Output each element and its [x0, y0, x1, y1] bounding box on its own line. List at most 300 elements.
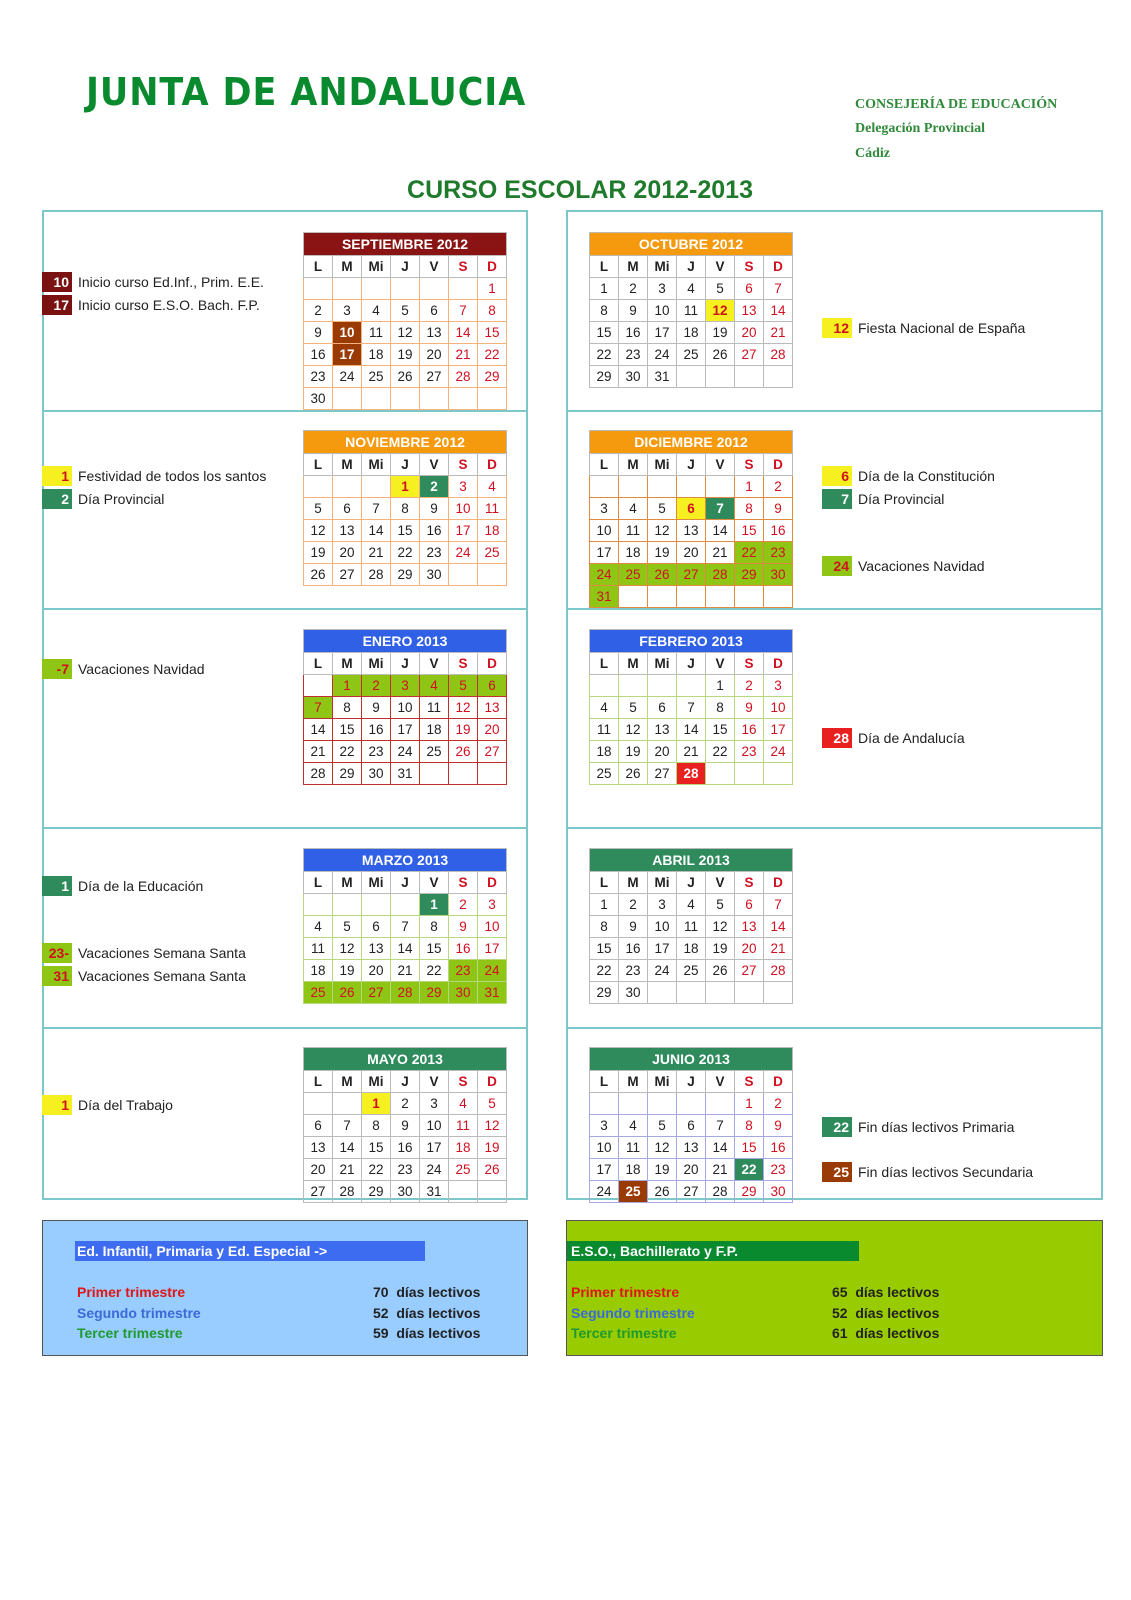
day-cell: 20: [478, 719, 507, 741]
day-cell: 3: [333, 300, 362, 322]
weekday-header: S: [449, 1071, 478, 1093]
day-cell: 13: [304, 1137, 333, 1159]
day-cell: 23: [764, 1159, 793, 1181]
day-cell: 1: [590, 894, 619, 916]
weekday-header: M: [619, 256, 648, 278]
tercer-trimestre-label: Tercer trimestre: [571, 1325, 677, 1341]
day-cell: 18: [590, 741, 619, 763]
weekday-header: J: [677, 454, 706, 476]
day-cell: 26: [619, 763, 648, 785]
weekday-header: S: [449, 454, 478, 476]
primer-trimestre-label: Primer trimestre: [571, 1284, 680, 1300]
day-cell: 13: [333, 520, 362, 542]
day-cell: 24: [590, 564, 619, 586]
day-cell: 21: [333, 1159, 362, 1181]
day-cell: 19: [619, 741, 648, 763]
day-cell: 7: [764, 278, 793, 300]
day-cell: 17: [648, 322, 677, 344]
legend-item: [42, 659, 205, 679]
day-cell: 8: [420, 916, 449, 938]
day-cell: 28: [304, 763, 333, 785]
day-cell: 21: [764, 938, 793, 960]
weekday-header: S: [449, 653, 478, 675]
day-cell: 13: [648, 719, 677, 741]
day-cell: 31: [391, 763, 420, 785]
legend-text: Día de la Educación: [78, 878, 204, 894]
day-cell: [648, 586, 677, 608]
weekday-header: L: [590, 872, 619, 894]
day-cell: [735, 763, 764, 785]
weekday-header: V: [420, 653, 449, 675]
day-cell: 2: [304, 300, 333, 322]
day-cell: [304, 675, 333, 697]
weekday-header: V: [706, 256, 735, 278]
legend-swatch: 22: [822, 1117, 852, 1137]
day-cell: [677, 982, 706, 1004]
day-cell: 27: [677, 564, 706, 586]
day-cell: 23: [619, 344, 648, 366]
day-cell: 12: [333, 938, 362, 960]
day-cell: 17: [333, 344, 362, 366]
segundo-trimestre-value: 52 días lectivos: [373, 1305, 481, 1321]
day-cell: 21: [706, 1159, 735, 1181]
day-cell: 15: [735, 520, 764, 542]
day-cell: [362, 894, 391, 916]
legend-swatch: 17: [42, 295, 72, 315]
weekday-header: V: [706, 653, 735, 675]
day-cell: [333, 476, 362, 498]
day-cell: [362, 388, 391, 410]
day-cell: 11: [677, 300, 706, 322]
day-cell: 22: [735, 1159, 764, 1181]
day-cell: 26: [648, 564, 677, 586]
day-cell: [478, 564, 507, 586]
day-cell: 8: [590, 300, 619, 322]
day-cell: [590, 675, 619, 697]
day-cell: [449, 388, 478, 410]
day-cell: 8: [333, 697, 362, 719]
day-cell: 28: [449, 366, 478, 388]
segundo-trimestre-label: Segundo trimestre: [571, 1305, 695, 1321]
weekday-header: D: [478, 256, 507, 278]
day-cell: [706, 586, 735, 608]
day-cell: 24: [764, 741, 793, 763]
weekday-header: D: [764, 454, 793, 476]
day-cell: 27: [362, 982, 391, 1004]
day-cell: [420, 763, 449, 785]
day-cell: [449, 278, 478, 300]
day-cell: 25: [590, 763, 619, 785]
day-cell: 31: [420, 1181, 449, 1203]
day-cell: 25: [304, 982, 333, 1004]
day-cell: 1: [420, 894, 449, 916]
day-cell: 24: [478, 960, 507, 982]
day-cell: [362, 278, 391, 300]
day-cell: 26: [706, 960, 735, 982]
weekday-header: M: [333, 872, 362, 894]
day-cell: 5: [706, 278, 735, 300]
day-cell: 28: [391, 982, 420, 1004]
day-cell: 15: [590, 938, 619, 960]
legend-text: Día Provincial: [78, 491, 165, 507]
day-cell: 24: [648, 960, 677, 982]
day-cell: [420, 278, 449, 300]
day-cell: 24: [590, 1181, 619, 1203]
day-cell: 7: [362, 498, 391, 520]
day-cell: 22: [590, 960, 619, 982]
day-cell: 2: [735, 675, 764, 697]
weekday-header: V: [420, 454, 449, 476]
day-cell: 10: [333, 322, 362, 344]
month-title: ABRIL 2013: [590, 849, 793, 872]
legend-swatch: 12: [822, 318, 852, 338]
day-cell: 30: [619, 366, 648, 388]
day-cell: [677, 366, 706, 388]
day-cell: 13: [478, 697, 507, 719]
day-cell: 31: [478, 982, 507, 1004]
day-cell: [449, 1181, 478, 1203]
day-cell: 30: [619, 982, 648, 1004]
day-cell: 20: [333, 542, 362, 564]
day-cell: 28: [333, 1181, 362, 1203]
day-cell: 8: [362, 1115, 391, 1137]
day-cell: 2: [362, 675, 391, 697]
day-cell: 29: [735, 564, 764, 586]
day-cell: 3: [590, 498, 619, 520]
day-cell: [619, 1093, 648, 1115]
day-cell: 11: [478, 498, 507, 520]
day-cell: 24: [449, 542, 478, 564]
weekday-header: V: [706, 872, 735, 894]
weekday-header: Mi: [648, 454, 677, 476]
tercer-trimestre-value: 59 días lectivos: [373, 1325, 481, 1341]
day-cell: 9: [764, 498, 793, 520]
legend-swatch: 6: [822, 466, 852, 486]
day-cell: 19: [449, 719, 478, 741]
day-cell: 1: [391, 476, 420, 498]
day-cell: 13: [735, 916, 764, 938]
day-cell: 5: [648, 498, 677, 520]
day-cell: 23: [735, 741, 764, 763]
month-title: DICIEMBRE 2012: [590, 431, 793, 454]
day-cell: 12: [449, 697, 478, 719]
day-cell: 31: [648, 366, 677, 388]
day-cell: [619, 476, 648, 498]
weekday-header: J: [391, 256, 420, 278]
day-cell: 11: [304, 938, 333, 960]
day-cell: [764, 586, 793, 608]
day-cell: 18: [362, 344, 391, 366]
day-cell: 15: [706, 719, 735, 741]
day-cell: 1: [333, 675, 362, 697]
day-cell: 17: [391, 719, 420, 741]
day-cell: 21: [764, 322, 793, 344]
day-cell: [648, 675, 677, 697]
legend-text: Vacaciones Semana Santa: [78, 968, 246, 984]
day-cell: [706, 763, 735, 785]
day-cell: 5: [478, 1093, 507, 1115]
weekday-header: Mi: [648, 1071, 677, 1093]
day-cell: 20: [735, 938, 764, 960]
day-cell: 29: [420, 982, 449, 1004]
day-cell: [590, 1093, 619, 1115]
legend-text: Día de Andalucía: [858, 730, 965, 746]
legend-swatch: 7: [822, 489, 852, 509]
day-cell: 28: [706, 1181, 735, 1203]
weekday-header: M: [619, 872, 648, 894]
day-cell: 3: [420, 1093, 449, 1115]
day-cell: 1: [735, 476, 764, 498]
day-cell: 30: [304, 388, 333, 410]
day-cell: 14: [677, 719, 706, 741]
weekday-header: S: [735, 872, 764, 894]
weekday-header: Mi: [362, 1071, 391, 1093]
day-cell: 8: [590, 916, 619, 938]
day-cell: [706, 1093, 735, 1115]
day-cell: 22: [590, 344, 619, 366]
legend-item: [822, 318, 1025, 338]
legend-swatch: 25: [822, 1162, 852, 1182]
legend-text: Fin días lectivos Primaria: [858, 1119, 1015, 1135]
weekday-header: J: [391, 653, 420, 675]
day-cell: [735, 366, 764, 388]
day-cell: 12: [648, 1137, 677, 1159]
day-cell: 25: [677, 960, 706, 982]
day-cell: 6: [735, 278, 764, 300]
legend-swatch: 10: [42, 272, 72, 292]
day-cell: 15: [391, 520, 420, 542]
day-cell: 16: [449, 938, 478, 960]
day-cell: 23: [449, 960, 478, 982]
day-cell: [304, 278, 333, 300]
day-cell: 17: [648, 938, 677, 960]
tercer-trimestre-value: 61 días lectivos: [832, 1325, 940, 1341]
day-cell: 3: [648, 894, 677, 916]
day-cell: 16: [619, 938, 648, 960]
weekday-header: M: [333, 1071, 362, 1093]
day-cell: [478, 763, 507, 785]
day-cell: 13: [677, 520, 706, 542]
day-cell: 10: [449, 498, 478, 520]
legend-swatch: 2: [42, 489, 72, 509]
day-cell: 5: [706, 894, 735, 916]
day-cell: 24: [648, 344, 677, 366]
day-cell: 26: [478, 1159, 507, 1181]
day-cell: 13: [420, 322, 449, 344]
day-cell: 17: [420, 1137, 449, 1159]
month-calendar: [589, 848, 793, 1004]
weekday-header: V: [706, 1071, 735, 1093]
day-cell: 10: [648, 300, 677, 322]
day-cell: 21: [677, 741, 706, 763]
legend-item: [42, 1095, 173, 1115]
day-cell: 16: [735, 719, 764, 741]
day-cell: 4: [619, 498, 648, 520]
junta-andalucia-logo: JUNTA DE ANDALUCIA: [86, 70, 527, 114]
day-cell: 29: [333, 763, 362, 785]
day-cell: 12: [304, 520, 333, 542]
day-cell: [619, 675, 648, 697]
day-cell: 14: [706, 520, 735, 542]
day-cell: 14: [449, 322, 478, 344]
day-cell: 24: [391, 741, 420, 763]
day-cell: 11: [677, 916, 706, 938]
day-cell: 9: [735, 697, 764, 719]
day-cell: 7: [706, 498, 735, 520]
day-cell: 30: [362, 763, 391, 785]
primer-trimestre-label: Primer trimestre: [77, 1284, 186, 1300]
day-cell: [764, 982, 793, 1004]
legend-text: Día de la Constitución: [858, 468, 995, 484]
day-cell: 20: [420, 344, 449, 366]
day-cell: 26: [706, 344, 735, 366]
day-cell: [391, 894, 420, 916]
legend-item: [822, 489, 944, 509]
day-cell: 22: [362, 1159, 391, 1181]
day-cell: 9: [619, 916, 648, 938]
day-cell: 8: [735, 498, 764, 520]
day-cell: 4: [590, 697, 619, 719]
month-calendar: [589, 430, 793, 608]
day-cell: 20: [735, 322, 764, 344]
day-cell: 3: [391, 675, 420, 697]
weekday-header: L: [304, 454, 333, 476]
day-cell: 13: [362, 938, 391, 960]
weekday-header: S: [449, 256, 478, 278]
day-cell: 11: [619, 520, 648, 542]
day-cell: 4: [478, 476, 507, 498]
day-cell: 28: [362, 564, 391, 586]
weekday-header: Mi: [648, 872, 677, 894]
legend-item: [42, 966, 246, 986]
day-cell: 21: [362, 542, 391, 564]
weekday-header: J: [677, 872, 706, 894]
day-cell: 18: [619, 542, 648, 564]
weekday-header: D: [764, 653, 793, 675]
day-cell: 21: [304, 741, 333, 763]
day-cell: 26: [391, 366, 420, 388]
weekday-header: Mi: [362, 653, 391, 675]
day-cell: 12: [706, 300, 735, 322]
day-cell: 18: [619, 1159, 648, 1181]
legend-text: Día del Trabajo: [78, 1097, 173, 1113]
weekday-header: D: [764, 872, 793, 894]
day-cell: [590, 476, 619, 498]
day-cell: 24: [333, 366, 362, 388]
day-cell: 2: [619, 278, 648, 300]
month-title: OCTUBRE 2012: [590, 233, 793, 256]
day-cell: 19: [648, 1159, 677, 1181]
day-cell: 2: [391, 1093, 420, 1115]
day-cell: 15: [362, 1137, 391, 1159]
weekday-header: J: [677, 1071, 706, 1093]
day-cell: 28: [764, 960, 793, 982]
day-cell: [648, 982, 677, 1004]
day-cell: 23: [362, 741, 391, 763]
day-cell: 11: [362, 322, 391, 344]
legend-text: Festividad de todos los santos: [78, 468, 267, 484]
month-title: SEPTIEMBRE 2012: [304, 233, 507, 256]
legend-item: [822, 1162, 1033, 1182]
day-cell: 19: [333, 960, 362, 982]
day-cell: 4: [677, 894, 706, 916]
day-cell: 23: [304, 366, 333, 388]
legend-item: [42, 272, 264, 292]
day-cell: 7: [449, 300, 478, 322]
month-title: MARZO 2013: [304, 849, 507, 872]
segundo-trimestre-value: 52 días lectivos: [832, 1305, 940, 1321]
day-cell: 29: [735, 1181, 764, 1203]
legend-item: [42, 466, 266, 486]
day-cell: 10: [590, 1137, 619, 1159]
day-cell: [420, 388, 449, 410]
day-cell: 5: [333, 916, 362, 938]
legend-swatch: -7: [42, 659, 72, 679]
day-cell: 15: [420, 938, 449, 960]
day-cell: 28: [764, 344, 793, 366]
day-cell: 27: [333, 564, 362, 586]
day-cell: 14: [391, 938, 420, 960]
weekday-header: J: [391, 454, 420, 476]
day-cell: 14: [333, 1137, 362, 1159]
day-cell: 6: [333, 498, 362, 520]
day-cell: 17: [764, 719, 793, 741]
weekday-header: V: [420, 1071, 449, 1093]
day-cell: 7: [333, 1115, 362, 1137]
day-cell: 9: [304, 322, 333, 344]
day-cell: 18: [449, 1137, 478, 1159]
day-cell: 19: [648, 542, 677, 564]
day-cell: [677, 586, 706, 608]
day-cell: 25: [478, 542, 507, 564]
weekday-header: V: [420, 872, 449, 894]
day-cell: 20: [648, 741, 677, 763]
day-cell: 21: [391, 960, 420, 982]
day-cell: 26: [449, 741, 478, 763]
day-cell: 19: [304, 542, 333, 564]
day-cell: 10: [478, 916, 507, 938]
day-cell: 4: [362, 300, 391, 322]
legend-item: [822, 728, 965, 748]
day-cell: 22: [478, 344, 507, 366]
legend-item: [42, 489, 164, 509]
day-cell: 17: [590, 542, 619, 564]
day-cell: 1: [735, 1093, 764, 1115]
day-cell: [735, 586, 764, 608]
day-cell: 6: [304, 1115, 333, 1137]
legend-item: [42, 295, 260, 315]
day-cell: 30: [764, 564, 793, 586]
weekday-header: L: [590, 256, 619, 278]
day-cell: 20: [677, 542, 706, 564]
day-cell: 10: [764, 697, 793, 719]
day-cell: 10: [391, 697, 420, 719]
day-cell: 1: [478, 278, 507, 300]
day-cell: 12: [619, 719, 648, 741]
day-cell: 5: [449, 675, 478, 697]
day-cell: 14: [706, 1137, 735, 1159]
day-cell: 26: [648, 1181, 677, 1203]
day-cell: 19: [706, 322, 735, 344]
month-calendar: [589, 629, 793, 785]
day-cell: 15: [590, 322, 619, 344]
day-cell: 16: [420, 520, 449, 542]
day-cell: 12: [391, 322, 420, 344]
day-cell: 3: [590, 1115, 619, 1137]
weekday-header: S: [735, 1071, 764, 1093]
day-cell: 29: [590, 366, 619, 388]
month-calendar: [589, 232, 793, 388]
